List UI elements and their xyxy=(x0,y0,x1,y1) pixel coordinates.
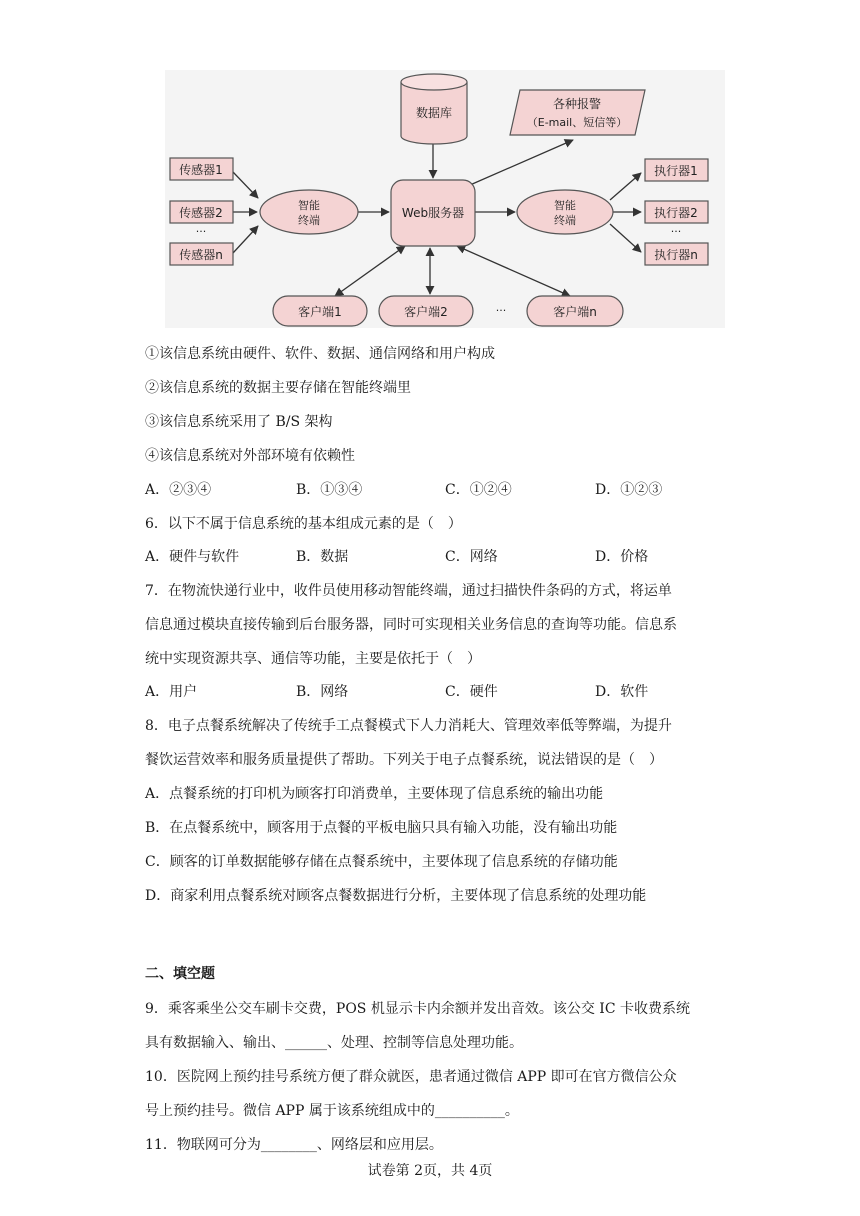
q5-option-b: B．①③④ xyxy=(296,482,363,498)
sensor-node-2 xyxy=(170,201,233,223)
q5-statement-3: ③该信息系统采用了 B/S 架构 xyxy=(145,414,333,430)
executor-label-1: 执行器1 xyxy=(654,164,698,178)
system-architecture-diagram xyxy=(165,70,725,328)
client-node-2 xyxy=(379,296,473,326)
sensor-label-2: 传感器2 xyxy=(179,206,223,220)
arrow-webserver-alarm xyxy=(470,140,573,185)
q7-option-d: D．软件 xyxy=(595,684,649,700)
terminal-input-label-line2: 终端 xyxy=(298,214,320,227)
executor-node-n xyxy=(645,243,708,265)
client-node-1 xyxy=(273,296,367,326)
arrow-sensorn-terminal xyxy=(233,226,258,253)
web-server-node xyxy=(391,180,475,246)
alarm-label-line2: （E-mail、短信等） xyxy=(526,116,628,129)
executor-ellipsis: ··· xyxy=(670,225,682,238)
terminal-output-label-line2: 终端 xyxy=(554,214,576,227)
client-label-1: 客户端1 xyxy=(298,305,342,319)
q8-option-a: A．点餐系统的打印机为顾客打印消费单，主要体现了信息系统的输出功能 xyxy=(145,786,604,802)
q7-option-a: A．用户 xyxy=(145,684,198,700)
q9-line-1: 9．乘客乘坐公交车刷卡交费，POS 机显示卡内余额并发出音效。该公交 IC 卡收费系统 xyxy=(145,1001,690,1017)
smart-terminal-output-node xyxy=(517,190,613,234)
q7-line-2: 信息通过模块直接传输到后台服务器，同时可实现相关业务信息的查询等功能。信息系 xyxy=(145,617,677,633)
q8-line-2: 餐饮运营效率和服务质量提供了帮助。下列关于电子点餐系统，说法错误的是（ ） xyxy=(145,752,663,768)
q8-option-c: C．顾客的订单数据能够存储在点餐系统中，主要体现了信息系统的存储功能 xyxy=(145,854,618,870)
sensor-ellipsis: ··· xyxy=(195,225,207,238)
sensor-label-1: 传感器1 xyxy=(179,163,223,177)
client-label-2: 客户端2 xyxy=(404,305,448,319)
arrow-webserver-client1 xyxy=(335,246,405,296)
q7-line-1: 7．在物流快递行业中，收件员使用移动智能终端，通过扫描快件条码的方式，将运单 xyxy=(145,583,672,599)
q5-option-d: D．①②③ xyxy=(595,482,663,498)
client-node-n xyxy=(527,296,623,326)
database-node xyxy=(401,74,467,144)
page-footer: 试卷第 2页，共 4页 xyxy=(367,1163,493,1179)
q10-line-1: 10．医院网上预约挂号系统方便了群众就医，患者通过微信 APP 即可在官方微信公众 xyxy=(145,1069,677,1085)
q8-option-b: B．在点餐系统中，顾客用于点餐的平板电脑只具有输入功能，没有输出功能 xyxy=(145,820,618,836)
q5-option-c: C．①②④ xyxy=(445,482,512,498)
arrow-sensor1-terminal xyxy=(233,172,258,198)
q7-option-c: C．硬件 xyxy=(445,684,498,700)
section-heading-fill-in: 二、填空题 xyxy=(145,966,215,982)
executor-node-2 xyxy=(645,201,708,223)
executor-label-2: 执行器2 xyxy=(654,206,698,220)
q6-option-b: B．数据 xyxy=(296,549,349,565)
web-server-label: Web服务器 xyxy=(401,206,465,220)
q11-line: 11．物联网可分为________、网络层和应用层。 xyxy=(145,1137,443,1153)
q5-statement-4: ④该信息系统对外部环境有依赖性 xyxy=(145,448,355,464)
q9-line-2: 具有数据输入、输出、______、处理、控制等信息处理功能。 xyxy=(145,1035,523,1051)
database-label: 数据库 xyxy=(415,106,453,120)
arrow-terminal-executorn xyxy=(610,224,641,252)
q6-option-d: D．价格 xyxy=(595,549,649,565)
q5-option-a: A．②③④ xyxy=(145,482,212,498)
q5-statement-1: ①该信息系统由硬件、软件、数据、通信网络和用户构成 xyxy=(145,346,495,362)
sensor-node-1 xyxy=(170,158,233,180)
q5-statement-2: ②该信息系统的数据主要存储在智能终端里 xyxy=(145,380,411,396)
terminal-output-label-line1: 智能 xyxy=(554,199,576,212)
client-ellipsis: ··· xyxy=(495,304,507,317)
q10-line-2: 号上预约挂号。微信 APP 属于该系统组成中的__________。 xyxy=(145,1103,519,1119)
q8-line-1: 8．电子点餐系统解决了传统手工点餐模式下人力消耗大、管理效率低等弊端，为提升 xyxy=(145,718,672,734)
diagram-svg xyxy=(165,70,725,328)
q6-option-c: C．网络 xyxy=(445,549,498,565)
smart-terminal-input-node xyxy=(260,190,358,234)
sensor-label-n: 传感器n xyxy=(179,248,223,262)
alarm-label-line1: 各种报警 xyxy=(552,97,602,111)
q6-stem: 6．以下不属于信息系统的基本组成元素的是（ ） xyxy=(145,516,462,532)
executor-node-1 xyxy=(645,159,708,181)
executor-label-n: 执行器n xyxy=(654,248,698,262)
alarm-node xyxy=(510,90,645,135)
sensor-node-n xyxy=(170,243,233,265)
client-label-n: 客户端n xyxy=(553,305,597,319)
q8-option-d: D．商家利用点餐系统对顾客点餐数据进行分析，主要体现了信息系统的处理功能 xyxy=(145,888,647,904)
q6-option-a: A．硬件与软件 xyxy=(145,549,240,565)
q7-line-3: 统中实现资源共享、通信等功能，主要是依托于（ ） xyxy=(145,651,481,667)
arrow-terminal-executor1 xyxy=(610,173,641,200)
arrow-webserver-clientn xyxy=(457,246,570,296)
terminal-input-label-line1: 智能 xyxy=(298,199,320,212)
q7-option-b: B．网络 xyxy=(296,684,349,700)
